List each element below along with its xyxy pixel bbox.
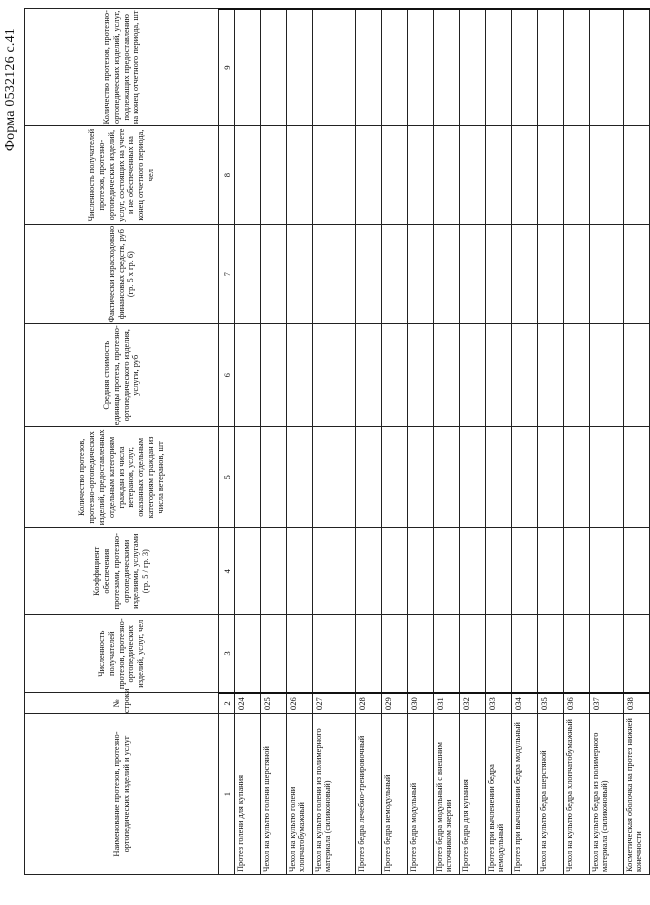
row-name: Протез при вычленении бедра немодульный [486,714,512,875]
cell-col-9[interactable] [235,9,261,126]
cell-col-6[interactable] [538,324,564,427]
table-row [590,9,624,875]
row-name: Протез бедра для купания [460,714,486,875]
cell-col-9[interactable] [512,9,538,126]
cell-col-9[interactable] [313,9,356,126]
cell-col-4[interactable] [624,528,650,615]
header-col-3: Численность получателей протезов, протезно-ортопедических изделий, услуг, чел [25,615,219,693]
row-name: Протез бедра модульный [408,714,434,875]
row-name: Чехол на культю голени шерстяной [261,714,287,875]
cell-col-7[interactable] [512,225,538,324]
cell-col-7[interactable] [313,225,356,324]
cell-col-4[interactable] [261,528,287,615]
row-code: 025 [261,693,287,714]
row-name: Протез бедра немодульный [382,714,408,875]
cell-col-4[interactable] [590,528,624,615]
row-name: Протез при вычленении бедра модульный [512,714,538,875]
cell-col-7[interactable] [434,225,460,324]
cell-col-9[interactable] [590,9,624,126]
row-code: 026 [287,693,313,714]
table-row [235,9,261,875]
row-code: 035 [538,693,564,714]
cell-col-3[interactable] [460,615,486,693]
row-name: Протез бедра лечебно-тренировочный [356,714,382,875]
cell-col-8[interactable] [382,126,408,225]
cell-col-9[interactable] [486,9,512,126]
cell-col-4[interactable] [235,528,261,615]
row-code: 036 [564,693,590,714]
report-table [24,8,650,875]
cell-col-8[interactable] [434,126,460,225]
column-number-row [219,9,235,875]
column-number: 1 [219,714,235,875]
table-row [564,9,590,875]
cell-col-3[interactable] [590,615,624,693]
cell-col-3[interactable] [356,615,382,693]
cell-col-4[interactable] [564,528,590,615]
cell-col-9[interactable] [408,9,434,126]
cell-col-7[interactable] [261,225,287,324]
cell-col-6[interactable] [590,324,624,427]
cell-col-3[interactable] [564,615,590,693]
cell-col-7[interactable] [356,225,382,324]
cell-col-4[interactable] [538,528,564,615]
cell-col-4[interactable] [512,528,538,615]
cell-col-8[interactable] [235,126,261,225]
cell-col-3[interactable] [408,615,434,693]
cell-col-6[interactable] [434,324,460,427]
row-name: Протез голени для купания [235,714,261,875]
cell-col-5[interactable] [590,427,624,528]
cell-col-5[interactable] [235,427,261,528]
cell-col-8[interactable] [486,126,512,225]
row-code: 033 [486,693,512,714]
cell-col-7[interactable] [382,225,408,324]
header-col-4: Коэффициент обеспечения протезами, протезно-ортопедическими изделиями, услугами (гр. 5 / гр. 3) [25,528,219,615]
cell-col-5[interactable] [538,427,564,528]
table-row [382,9,408,875]
cell-col-5[interactable] [261,427,287,528]
row-code: 028 [356,693,382,714]
cell-col-9[interactable] [460,9,486,126]
header-col-7: Фактически израсходовано финансовых средств, руб (гр. 5 х гр. 6) [25,225,219,324]
cell-col-5[interactable] [434,427,460,528]
row-name: Протез бедра модульный с внешним источником энергии [434,714,460,875]
cell-col-5[interactable] [313,427,356,528]
cell-col-8[interactable] [460,126,486,225]
cell-col-7[interactable] [486,225,512,324]
table-row [512,9,538,875]
row-name: Чехол на культю голени хлопчатобумажный [287,714,313,875]
table-row [408,9,434,875]
cell-col-7[interactable] [287,225,313,324]
cell-col-3[interactable] [287,615,313,693]
column-number: 6 [219,324,235,427]
cell-col-8[interactable] [408,126,434,225]
cell-col-9[interactable] [287,9,313,126]
cell-col-4[interactable] [313,528,356,615]
table-row [287,9,313,875]
cell-col-6[interactable] [261,324,287,427]
cell-col-8[interactable] [287,126,313,225]
cell-col-4[interactable] [408,528,434,615]
table-row [538,9,564,875]
cell-col-5[interactable] [624,427,650,528]
row-code: 038 [624,693,650,714]
cell-col-8[interactable] [356,126,382,225]
row-code: 037 [590,693,624,714]
cell-col-5[interactable] [564,427,590,528]
cell-col-5[interactable] [512,427,538,528]
cell-col-3[interactable] [538,615,564,693]
row-code: 024 [235,693,261,714]
cell-col-9[interactable] [564,9,590,126]
cell-col-5[interactable] [460,427,486,528]
cell-col-7[interactable] [564,225,590,324]
cell-col-8[interactable] [261,126,287,225]
cell-col-3[interactable] [235,615,261,693]
column-number: 4 [219,528,235,615]
cell-col-9[interactable] [382,9,408,126]
row-code: 029 [382,693,408,714]
cell-col-4[interactable] [287,528,313,615]
cell-col-8[interactable] [564,126,590,225]
header-col-9: Количество протезов, протезно-ортопедических изделий, услуг, подлежащих предоставлению на конец отчетного периода, шт [25,9,219,126]
cell-col-6[interactable] [287,324,313,427]
cell-col-9[interactable] [538,9,564,126]
cell-col-4[interactable] [382,528,408,615]
cell-col-9[interactable] [261,9,287,126]
cell-col-3[interactable] [512,615,538,693]
cell-col-7[interactable] [460,225,486,324]
cell-col-6[interactable] [235,324,261,427]
table-row [434,9,460,875]
cell-col-5[interactable] [356,427,382,528]
column-number: 2 [219,693,235,714]
row-code: 032 [460,693,486,714]
row-name: Косметическая оболочка на протез нижней конечности [624,714,650,875]
cell-col-5[interactable] [408,427,434,528]
row-code: 030 [408,693,434,714]
cell-col-6[interactable] [486,324,512,427]
cell-col-9[interactable] [356,9,382,126]
table-row [356,9,382,875]
cell-col-3[interactable] [382,615,408,693]
cell-col-8[interactable] [624,126,650,225]
column-number: 7 [219,225,235,324]
column-number: 5 [219,427,235,528]
cell-col-6[interactable] [460,324,486,427]
cell-col-8[interactable] [512,126,538,225]
row-name: Чехол на культю голени из полимерного материала (силиконовый) [313,714,356,875]
cell-col-4[interactable] [356,528,382,615]
cell-col-8[interactable] [590,126,624,225]
cell-col-8[interactable] [313,126,356,225]
cell-col-6[interactable] [356,324,382,427]
cell-col-5[interactable] [382,427,408,528]
cell-col-4[interactable] [486,528,512,615]
header-name: Наименование протезов, протезно-ортопедических изделий и услуг [25,714,219,875]
cell-col-6[interactable] [408,324,434,427]
cell-col-6[interactable] [624,324,650,427]
header-code: № строки [25,693,219,714]
cell-col-6[interactable] [313,324,356,427]
cell-col-4[interactable] [460,528,486,615]
row-code: 027 [313,693,356,714]
cell-col-7[interactable] [235,225,261,324]
cell-col-9[interactable] [624,9,650,126]
table-row [313,9,356,875]
cell-col-3[interactable] [261,615,287,693]
cell-col-3[interactable] [624,615,650,693]
form-code: Форма 0532126 с.41 [3,28,18,152]
column-number: 8 [219,126,235,225]
row-code: 034 [512,693,538,714]
header-col-8: Численность получателей протезов, протезно-ортопедических изделий, услуг, состоящих на учете и не обеспеченных на конец отчетного периода, чел [25,126,219,225]
cell-col-6[interactable] [564,324,590,427]
cell-col-5[interactable] [486,427,512,528]
cell-col-5[interactable] [287,427,313,528]
table-row [624,9,650,875]
cell-col-7[interactable] [408,225,434,324]
column-number: 9 [219,9,235,126]
cell-col-9[interactable] [434,9,460,126]
header-col-6: Средняя стоимость единицы протеза, протезно-ортопедического изделия, услуги, руб [25,324,219,427]
header-col-5: Количество протезов, протезно-ортопедических изделий, предоставленных отдельным категориям граждан из числа ветеранов, услуг, оказанных отдельным категориям граждан из числа ветеранов, шт [25,427,219,528]
cell-col-3[interactable] [313,615,356,693]
row-name: Чехол на культю бедра из полимерного материала (силиконовый) [590,714,624,875]
column-number: 3 [219,615,235,693]
cell-col-4[interactable] [434,528,460,615]
cell-col-6[interactable] [512,324,538,427]
cell-col-6[interactable] [382,324,408,427]
table-row [261,9,287,875]
cell-col-7[interactable] [590,225,624,324]
cell-col-7[interactable] [538,225,564,324]
cell-col-3[interactable] [434,615,460,693]
cell-col-8[interactable] [538,126,564,225]
cell-col-3[interactable] [486,615,512,693]
table-row [486,9,512,875]
table-row [460,9,486,875]
row-name: Чехол на культю бедра хлопчатобумажный [564,714,590,875]
header-row [25,9,219,875]
cell-col-7[interactable] [624,225,650,324]
row-code: 031 [434,693,460,714]
row-name: Чехол на культю бедра шерстяной [538,714,564,875]
